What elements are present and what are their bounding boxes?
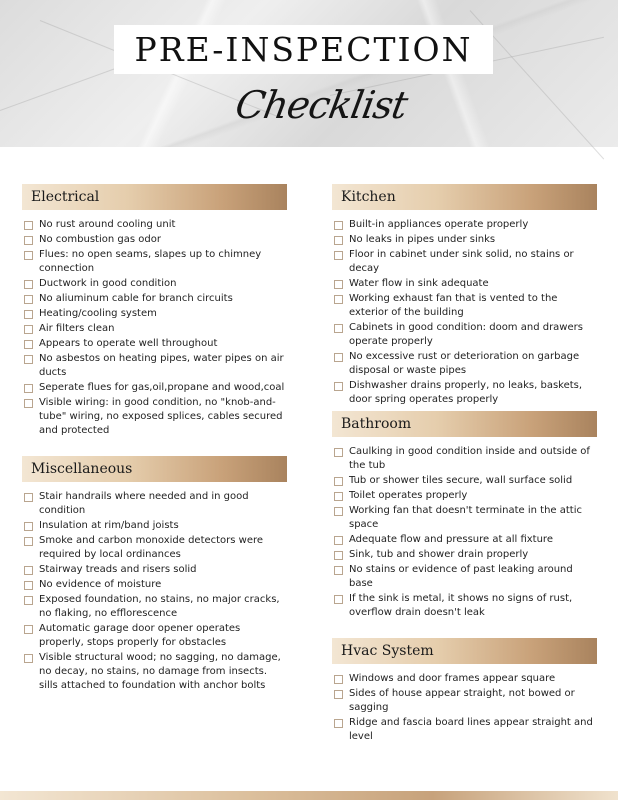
- checkbox[interactable]: [334, 675, 343, 684]
- section-header: Miscellaneous: [22, 456, 287, 482]
- checklist-item-label: Windows and door frames appear square: [349, 673, 556, 684]
- checkbox[interactable]: [334, 280, 343, 289]
- checkbox[interactable]: [334, 382, 343, 391]
- checklist-item-label: Floor in cabinet under sink solid, no stains or decay: [349, 249, 574, 274]
- checklist-item-label: Visible structural wood; no sagging, no damage, no decay, no stains, no damage from insects. sills attached to foundation with anchor bolts: [39, 652, 281, 691]
- checkbox[interactable]: [24, 581, 33, 590]
- checklist-item: [332, 277, 597, 291]
- checkbox[interactable]: [24, 384, 33, 393]
- checklist-item: [22, 519, 287, 533]
- checkbox[interactable]: [24, 280, 33, 289]
- title-box: [114, 25, 493, 74]
- checklist-item-label: Ridge and fascia board lines appear straight and level: [349, 717, 593, 742]
- checkbox[interactable]: [334, 719, 343, 728]
- checklist-item-label: Sides of house appear straight, not bowed or sagging: [349, 688, 575, 713]
- checklist-item-label: Built-in appliances operate properly: [349, 219, 529, 230]
- checkbox[interactable]: [334, 295, 343, 304]
- checkbox[interactable]: [24, 566, 33, 575]
- checkbox[interactable]: [334, 221, 343, 230]
- checklist-item: [22, 337, 287, 351]
- checklist-item: [22, 593, 287, 621]
- checklist: [332, 672, 597, 744]
- section-header: Kitchen: [332, 184, 597, 210]
- checklist-item-label: Visible wiring: in good condition, no "knob-and-tube" wiring, no exposed splices, cables secured and protected: [39, 397, 283, 436]
- checkbox[interactable]: [24, 325, 33, 334]
- checklist-item-label: Caulking in good condition inside and outside of the tub: [349, 446, 590, 471]
- checklist-item-label: Insulation at rim/band joists: [39, 520, 179, 531]
- checklist-item: [332, 474, 597, 488]
- checklist-item-label: No excessive rust or deterioration on garbage disposal or waste pipes: [349, 351, 580, 376]
- section-header: Hvac System: [332, 638, 597, 664]
- checkbox[interactable]: [24, 221, 33, 230]
- checklist-item: [22, 248, 287, 276]
- checklist-item-label: Working exhaust fan that is vented to the exterior of the building: [349, 293, 558, 318]
- checkbox[interactable]: [24, 251, 33, 260]
- checklist-item: [22, 307, 287, 321]
- checklist-item-label: Air filters clean: [39, 323, 115, 334]
- checkbox[interactable]: [24, 493, 33, 502]
- checklist-item-label: No stains or evidence of past leaking around base: [349, 564, 573, 589]
- checklist-item: [332, 489, 597, 503]
- checklist-item: [22, 622, 287, 650]
- checklist-item-label: Water flow in sink adequate: [349, 278, 489, 289]
- checklist-item-label: Flues: no open seams, slapes up to chimney connection: [39, 249, 262, 274]
- checklist-item-label: No leaks in pipes under sinks: [349, 234, 496, 245]
- checklist-item-label: Stair handrails where needed and in good condition: [39, 491, 249, 516]
- checklist-item-label: No combustion gas odor: [39, 234, 161, 245]
- checkbox[interactable]: [334, 690, 343, 699]
- checklist-item-label: No aliuminum cable for branch circuits: [39, 293, 233, 304]
- checkbox[interactable]: [334, 507, 343, 516]
- checklist-item: [22, 322, 287, 336]
- checklist: [22, 490, 287, 693]
- checklist: [332, 445, 597, 620]
- checklist-item: [22, 578, 287, 592]
- checklist-item: [332, 248, 597, 276]
- checklist-item: [332, 687, 597, 715]
- checklist-item-label: If the sink is metal, it shows no signs of rust, overflow drain doesn't leak: [349, 593, 573, 618]
- checkbox[interactable]: [334, 448, 343, 457]
- checklist-item-label: Exposed foundation, no stains, no major cracks, no flaking, no efflorescence: [39, 594, 280, 619]
- checklist-item: [332, 292, 597, 320]
- checklist-item-label: No rust around cooling unit: [39, 219, 176, 230]
- section-header: Electrical: [22, 184, 287, 210]
- checklist-item: [332, 218, 597, 232]
- checklist-item-label: Heating/cooling system: [39, 308, 157, 319]
- checklist-item-label: Smoke and carbon monoxide detectors were required by local ordinances: [39, 535, 264, 560]
- section-electrical: [22, 184, 287, 439]
- checklist-item: [332, 592, 597, 620]
- checkbox[interactable]: [334, 536, 343, 545]
- checklist-item: [22, 233, 287, 247]
- checkbox[interactable]: [334, 492, 343, 501]
- checkbox[interactable]: [24, 355, 33, 364]
- checklist-item-label: Sink, tub and shower drain properly: [349, 549, 529, 560]
- checkbox[interactable]: [24, 340, 33, 349]
- checklist-item-label: No evidence of moisture: [39, 579, 162, 590]
- header-banner: [0, 0, 618, 147]
- checklist-item: [22, 534, 287, 562]
- checklist-item: [22, 218, 287, 232]
- checklist-item: [332, 504, 597, 532]
- checkbox[interactable]: [334, 353, 343, 362]
- checkbox[interactable]: [334, 324, 343, 333]
- checklist-item-label: Automatic garage door opener operates properly, stops properly for obstacles: [39, 623, 241, 648]
- checklist-item: [22, 277, 287, 291]
- checklist-item: [22, 563, 287, 577]
- checkbox[interactable]: [24, 537, 33, 546]
- checklist-item-label: Toilet operates properly: [349, 490, 468, 501]
- checkbox[interactable]: [24, 236, 33, 245]
- checklist-item-label: Stairway treads and risers solid: [39, 564, 197, 575]
- checkbox[interactable]: [24, 522, 33, 531]
- page-title: PRE-INSPECTION: [134, 30, 473, 69]
- section-bathroom: [332, 411, 597, 621]
- checklist-item-label: Dishwasher drains properly, no leaks, baskets, door spring operates properly: [349, 380, 583, 405]
- checklist-item: [332, 350, 597, 378]
- checklist-item: [22, 396, 287, 438]
- section-hvac: [332, 638, 597, 745]
- checkbox[interactable]: [334, 566, 343, 575]
- checklist-item: [22, 490, 287, 518]
- checkbox[interactable]: [24, 625, 33, 634]
- checklist-item: [332, 548, 597, 562]
- checklist-item-label: Appears to operate well throughout: [39, 338, 218, 349]
- checkbox[interactable]: [24, 654, 33, 663]
- checklist-item: [22, 381, 287, 395]
- checklist-item: [22, 352, 287, 380]
- checklist-item-label: Tub or shower tiles secure, wall surface solid: [349, 475, 573, 486]
- section-kitchen: [332, 184, 597, 408]
- section-header: Bathroom: [332, 411, 597, 437]
- checklist-item-label: Adequate flow and pressure at all fixture: [349, 534, 553, 545]
- checklist: [22, 218, 287, 438]
- checkbox[interactable]: [24, 310, 33, 319]
- checkbox[interactable]: [24, 596, 33, 605]
- checkbox[interactable]: [334, 551, 343, 560]
- checklist-item: [332, 533, 597, 547]
- checkbox[interactable]: [24, 399, 33, 408]
- checkbox[interactable]: [334, 236, 343, 245]
- checklist-item: [332, 321, 597, 349]
- page-subtitle: Checklist: [232, 83, 411, 127]
- checklist-item-label: Ductwork in good condition: [39, 278, 177, 289]
- checklist-item: [22, 292, 287, 306]
- checkbox[interactable]: [24, 295, 33, 304]
- checklist-item-label: Seperate flues for gas,oil,propane and wood,coal: [39, 382, 285, 393]
- section-miscellaneous: [22, 456, 287, 694]
- checklist-item-label: Cabinets in good condition: doom and drawers operate properly: [349, 322, 583, 347]
- checkbox[interactable]: [334, 477, 343, 486]
- checklist-item: [332, 563, 597, 591]
- checklist-item-label: Working fan that doesn't terminate in the attic space: [349, 505, 583, 530]
- checklist-item: [22, 651, 287, 693]
- checklist-item-label: No asbestos on heating pipes, water pipes on air ducts: [39, 353, 284, 378]
- checklist-item: [332, 672, 597, 686]
- footer-bar: [0, 791, 618, 800]
- checklist-item: [332, 233, 597, 247]
- checklist-item: [332, 716, 597, 744]
- checkbox[interactable]: [334, 595, 343, 604]
- checklist-item: [332, 379, 597, 407]
- checklist: [332, 218, 597, 407]
- checkbox[interactable]: [334, 251, 343, 260]
- checklist-item: [332, 445, 597, 473]
